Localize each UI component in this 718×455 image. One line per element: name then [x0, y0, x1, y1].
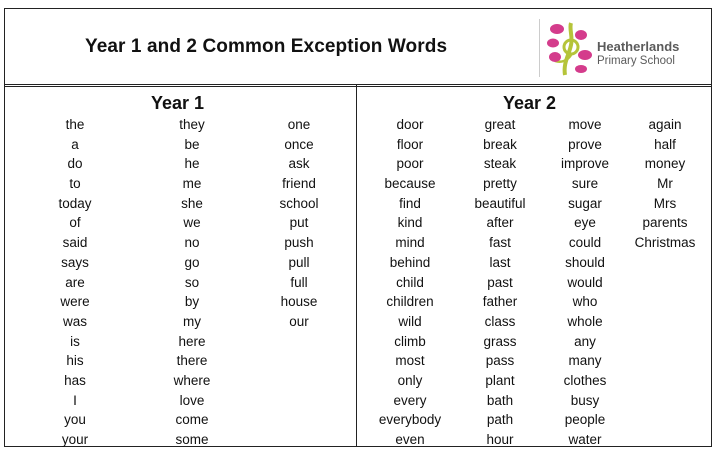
- word-item: class: [484, 313, 516, 329]
- word-item: put: [289, 215, 309, 231]
- word-item: eye: [574, 215, 596, 231]
- word-item: everybody: [378, 412, 442, 428]
- word-item: my: [183, 313, 201, 329]
- word-item: pass: [485, 353, 515, 369]
- word-item: improve: [560, 156, 609, 172]
- word-item: to: [69, 176, 81, 192]
- flower-logo-icon: [541, 19, 595, 77]
- word-item: behind: [389, 254, 431, 270]
- word-item: whole: [567, 313, 603, 329]
- header-rule: [5, 86, 711, 87]
- word-item: come: [175, 412, 209, 428]
- page-title: Year 1 and 2 Common Exception Words: [85, 36, 448, 57]
- word-item: path: [486, 412, 514, 428]
- word-item: where: [173, 372, 211, 388]
- year1-heading: Year 1: [151, 93, 205, 113]
- word-item: father: [482, 294, 518, 310]
- word-item: any: [574, 333, 596, 349]
- word-item: every: [393, 392, 427, 408]
- logo-school-subtitle: Primary School: [597, 55, 675, 67]
- word-item: would: [567, 274, 603, 290]
- word-item: some: [175, 432, 209, 447]
- word-item: poor: [396, 156, 424, 172]
- word-item: I: [73, 392, 77, 408]
- word-item: your: [61, 432, 89, 447]
- word-item: she: [181, 195, 203, 211]
- word-item: full: [290, 274, 308, 290]
- word-item: bath: [486, 392, 514, 408]
- logo-divider: [539, 19, 540, 77]
- word-item: find: [399, 195, 421, 211]
- word-item: fast: [489, 235, 511, 251]
- word-item: pretty: [483, 176, 517, 192]
- word-item: Mrs: [653, 195, 677, 211]
- word-item: is: [70, 333, 80, 349]
- word-item: his: [66, 353, 84, 369]
- word-item: grass: [483, 333, 517, 349]
- word-item: today: [58, 195, 92, 211]
- word-item: once: [284, 136, 314, 152]
- word-item: Christmas: [634, 235, 696, 251]
- word-item: wild: [398, 313, 422, 329]
- word-item: pull: [288, 254, 310, 270]
- word-item: because: [384, 176, 436, 192]
- word-item: the: [65, 117, 85, 132]
- word-item: floor: [396, 136, 424, 152]
- word-item: should: [565, 254, 605, 270]
- word-item: they: [179, 117, 205, 132]
- word-item: who: [572, 294, 598, 310]
- word-item: climb: [394, 333, 426, 349]
- word-item: go: [184, 254, 200, 270]
- word-item: friend: [282, 176, 316, 192]
- word-item: he: [184, 156, 200, 172]
- word-item: we: [183, 215, 201, 231]
- word-item: our: [289, 313, 309, 329]
- word-item: you: [64, 412, 86, 428]
- word-item: children: [386, 294, 434, 310]
- word-item: are: [65, 274, 85, 290]
- word-item: a: [71, 136, 79, 152]
- word-item: move: [568, 117, 602, 132]
- word-item: was: [62, 313, 87, 329]
- word-item: house: [280, 294, 318, 310]
- word-item: water: [568, 432, 602, 447]
- word-item: kind: [397, 215, 423, 231]
- word-item: most: [395, 353, 425, 369]
- word-item: mind: [395, 235, 425, 251]
- word-item: were: [60, 294, 90, 310]
- word-item: one: [287, 117, 311, 132]
- year1-column-1: [25, 115, 125, 450]
- word-item: there: [176, 353, 208, 369]
- word-item: past: [487, 274, 513, 290]
- word-item: could: [568, 235, 602, 251]
- word-item: said: [62, 235, 88, 251]
- word-item: door: [396, 117, 424, 132]
- word-list-sheet: [4, 8, 712, 447]
- word-item: last: [489, 254, 511, 270]
- word-item: beautiful: [474, 195, 526, 211]
- year1-column-2: [142, 115, 242, 450]
- word-item: has: [64, 372, 86, 388]
- word-item: love: [179, 392, 205, 408]
- word-item: be: [184, 136, 200, 152]
- word-item: only: [397, 372, 423, 388]
- year2-column-1: [360, 115, 460, 450]
- year2-heading: Year 2: [503, 93, 557, 113]
- year2-column-4: [617, 115, 713, 253]
- word-item: sure: [571, 176, 599, 192]
- word-item: school: [279, 195, 319, 211]
- word-item: push: [284, 235, 314, 251]
- word-item: clothes: [563, 372, 607, 388]
- word-item: here: [178, 333, 206, 349]
- header: [5, 9, 711, 85]
- word-item: half: [654, 136, 676, 152]
- word-item: break: [483, 136, 517, 152]
- word-item: parents: [642, 215, 688, 231]
- word-item: prove: [568, 136, 602, 152]
- year1-column-3: [249, 115, 349, 332]
- word-item: plant: [485, 372, 515, 388]
- word-item: no: [184, 235, 200, 251]
- logo-school-name: Heatherlands: [597, 39, 680, 54]
- word-item: busy: [570, 392, 600, 408]
- word-item: many: [568, 353, 602, 369]
- word-item: child: [396, 274, 424, 290]
- word-item: money: [644, 156, 686, 172]
- word-item: sugar: [568, 195, 602, 211]
- school-logo: [539, 19, 705, 77]
- word-item: again: [648, 117, 682, 132]
- word-item: people: [564, 412, 606, 428]
- word-item: of: [69, 215, 81, 231]
- section-divider: [356, 84, 357, 447]
- word-item: hour: [486, 432, 514, 447]
- word-item: great: [484, 117, 516, 132]
- word-item: says: [61, 254, 89, 270]
- word-item: steak: [483, 156, 517, 172]
- word-item: ask: [288, 156, 310, 172]
- word-item: me: [182, 176, 202, 192]
- word-item: so: [184, 274, 200, 290]
- word-item: by: [184, 294, 200, 310]
- word-item: even: [395, 432, 425, 447]
- word-item: Mr: [657, 176, 673, 192]
- word-item: after: [486, 215, 514, 231]
- word-item: do: [67, 156, 83, 172]
